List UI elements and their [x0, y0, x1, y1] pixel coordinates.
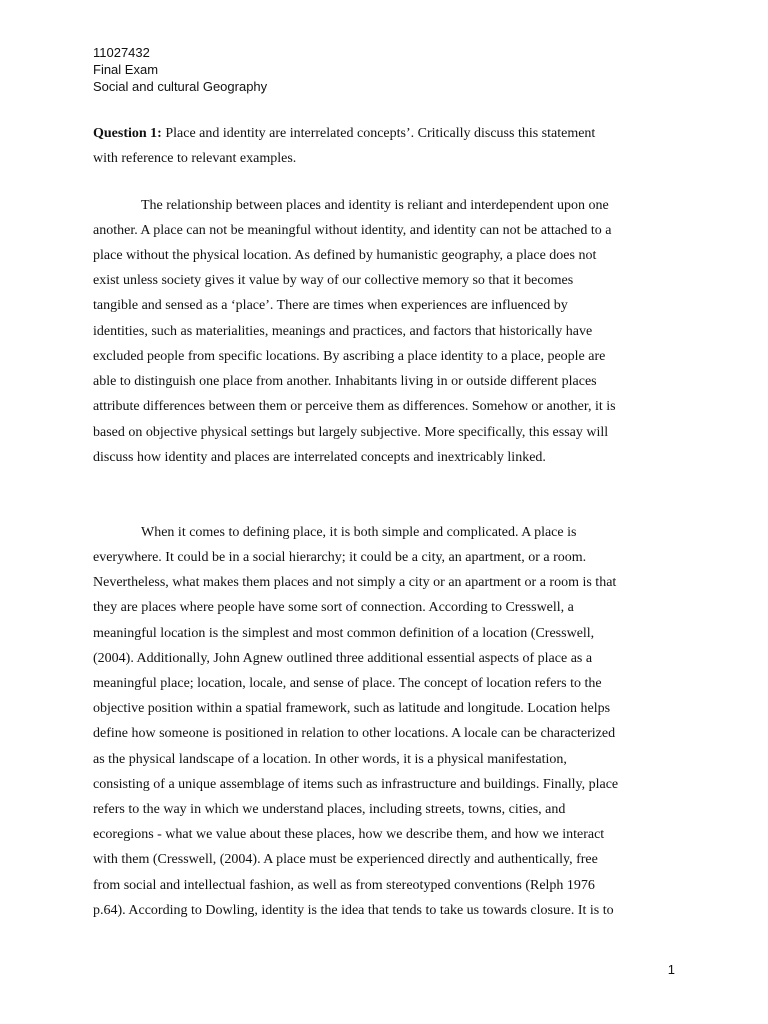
paragraph-2-line: with them (Cresswell, (2004). A place must be experienced directly and authentically, free: [93, 852, 598, 867]
exam-title: Final Exam: [93, 62, 159, 77]
paragraph-2-line: Nevertheless, what makes them places and not simply a city or an apartment or a room is that: [93, 575, 617, 590]
paragraph-1-line: place without the physical location. As defined by humanistic geography, a place does not: [93, 248, 597, 263]
paragraph-1-line: excluded people from specific locations. By ascribing a place identity to a place, people are: [93, 349, 606, 364]
paragraph-2-line: When it comes to defining place, it is both simple and complicated. A place is: [141, 525, 577, 540]
paragraph-1-line: attribute differences between them or perceive them as differences. Somehow or another, it is: [93, 399, 616, 414]
question-text-line-2: with reference to relevant examples.: [93, 151, 297, 166]
course-title: Social and cultural Geography: [93, 79, 268, 94]
paragraph-2-line: p.64). According to Dowling, identity is the idea that tends to take us towards closure. It is to: [93, 903, 614, 918]
page-number: 1: [667, 962, 675, 977]
paragraph-2-line: they are places where people have some sort of connection. According to Cresswell, a: [93, 600, 574, 615]
paragraph-2-line: objective position within a spatial framework, such as latitude and longitude. Location helps: [93, 701, 611, 716]
question-text-line-1: Place and identity are interrelated concepts’. Critically discuss this statement: [161, 126, 596, 141]
paragraph-2-line: everywhere. It could be in a social hierarchy; it could be a city, an apartment, or a room.: [93, 550, 587, 565]
paragraph-1-line: identities, such as materialities, meanings and practices, and factors that historically have: [93, 324, 593, 339]
paragraph-1-line: based on objective physical settings but largely subjective. More specifically, this essay will: [93, 425, 609, 440]
paragraph-2-line: (2004). Additionally, John Agnew outlined three additional essential aspects of place as a: [93, 651, 593, 666]
paragraph-1-line: able to distinguish one place from another. Inhabitants living in or outside different places: [93, 374, 597, 389]
question-label: Question 1:: [93, 126, 162, 141]
paragraph-1-line: exist unless society gives it value by way of our collective memory so that it becomes: [93, 273, 574, 288]
paragraph-2-line: from social and intellectual fashion, as well as from stereotyped conventions (Relph 1976: [93, 878, 595, 893]
paragraph-2-line: meaningful location is the simplest and most common definition of a location (Cresswell,: [93, 626, 595, 641]
paragraph-2-line: ecoregions - what we value about these places, how we describe them, and how we interact: [93, 827, 605, 842]
paragraph-1-line: another. A place can not be meaningful without identity, and identity can not be attached to a: [93, 223, 612, 238]
document-header: [93, 44, 267, 95]
paragraph-2-line: as the physical landscape of a location. In other words, it is a physical manifestation,: [93, 752, 567, 767]
student-id: 11027432: [93, 45, 150, 60]
paragraph-2-line: refers to the way in which we understand places, including streets, towns, cities, and: [93, 802, 566, 817]
paragraph-2-line: meaningful place; location, locale, and sense of place. The concept of location refers to the: [93, 676, 602, 691]
paragraph-1-line: tangible and sensed as a ‘place’. There are times when experiences are influenced by: [93, 298, 568, 313]
paragraph-1-line: The relationship between places and identity is reliant and interdependent upon one: [141, 198, 609, 213]
question-prompt: [93, 121, 693, 171]
paragraph-1-line: discuss how identity and places are interrelated concepts and inextricably linked.: [93, 450, 546, 465]
paragraph-2-line: consisting of a unique assemblage of items such as infrastructure and buildings. Finally, place: [93, 777, 619, 792]
paragraph-2-line: define how someone is positioned in relation to other locations. A locale can be characterized: [93, 726, 616, 741]
